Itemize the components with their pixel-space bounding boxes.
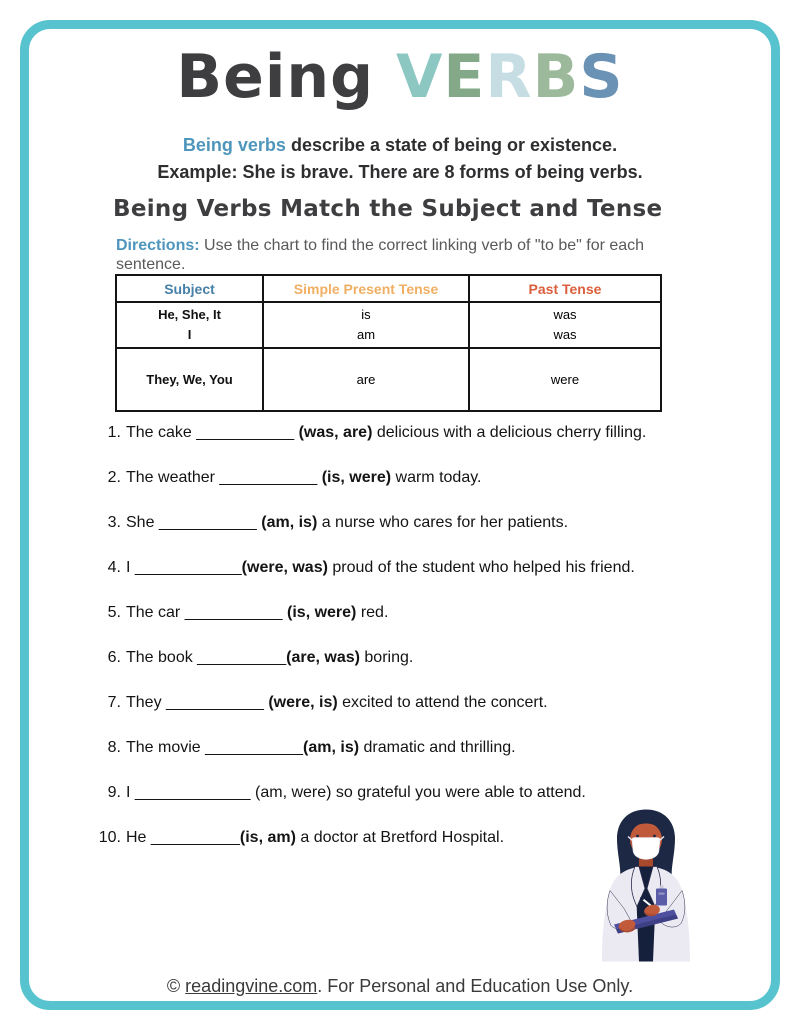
title-letter-s: S	[579, 42, 624, 112]
directions	[116, 236, 702, 274]
blank-7: ___________	[166, 694, 269, 711]
sentence-7: 7. They ___________ (were, is) excited to attend the concert.	[107, 694, 548, 711]
title-letter-v: V	[395, 42, 444, 112]
title-word-being: Being	[176, 42, 375, 112]
page-title	[0, 44, 800, 110]
blank-9: _____________	[134, 784, 256, 801]
footer	[0, 976, 800, 997]
doctor-illustration	[586, 806, 706, 962]
sentence-4: 4. I ____________(were, was) proud of the student who helped his friend.	[107, 559, 635, 576]
sentence-8: 8. The movie ___________(am, is) dramatic and thrilling.	[107, 739, 516, 756]
sentence-6: 6. The book __________(are, was) boring.	[107, 649, 414, 666]
table-header-row	[116, 275, 661, 302]
being-verbs-chart	[115, 274, 662, 412]
footer-copyright: ©	[166, 976, 186, 996]
header-past-tense: Past Tense	[469, 275, 661, 302]
sentence-1: 1. The cake ___________ (was, are) delicious with a delicious cherry filling.	[107, 424, 647, 441]
directions-label: Directions:	[116, 237, 200, 254]
past-was-2: was	[553, 327, 577, 342]
past-were: were	[469, 348, 661, 411]
header-subject: Subject	[116, 275, 263, 302]
intro-line-1: Being verbs describe a state of being or existence.	[182, 135, 618, 155]
title-letter-e: E	[443, 42, 486, 112]
intro-line-2: Example: She is brave. There are 8 forms of being verbs.	[157, 162, 643, 182]
past-was-1: was	[553, 307, 577, 322]
blank-2: ___________	[219, 469, 322, 486]
blank-3: ___________	[158, 514, 262, 531]
present-are: are	[263, 348, 469, 411]
sentence-5: 5. The car ___________ (is, were) red.	[107, 604, 389, 621]
sentence-3: 3. She ___________ (am, is) a nurse who cares for her patients.	[107, 514, 569, 531]
footer-suffix: . For Personal and Education Use Only.	[317, 976, 634, 996]
sentence-10: 10. He __________(is, am) a doctor at Bretford Hospital.	[98, 829, 505, 846]
present-am: am	[356, 327, 376, 342]
section-heading: Being Verbs Match the Subject and Tense	[113, 196, 663, 222]
subject-i: I	[187, 327, 192, 342]
directions-text: Use the chart to find the correct linking verb of "to be" for each sentence.	[116, 237, 645, 274]
sentence-9: 9. I _____________ (am, were) so grateful you were able to attend.	[107, 784, 586, 801]
blank-5: ___________	[184, 604, 288, 621]
present-is: is	[361, 307, 371, 322]
blank-8: ___________	[205, 739, 304, 756]
subject-they-we-you: They, We, You	[116, 348, 263, 411]
blank-6: __________	[197, 649, 287, 666]
intro-highlight: Being verbs	[182, 135, 286, 155]
blank-10: __________	[150, 829, 240, 846]
sentence-2: 2. The weather ___________ (is, were) warm today.	[107, 469, 482, 486]
table-row	[116, 302, 661, 348]
intro-text	[0, 132, 800, 186]
table-row	[116, 348, 661, 411]
title-letter-b: B	[532, 42, 580, 112]
blank-4: ____________	[134, 559, 242, 576]
header-present-tense: Simple Present Tense	[263, 275, 469, 302]
subject-he-she-it: He, She, It	[158, 307, 221, 322]
footer-link[interactable]: readingvine.com	[185, 976, 318, 996]
title-letter-r: R	[485, 42, 533, 112]
blank-1: ___________	[196, 424, 299, 441]
